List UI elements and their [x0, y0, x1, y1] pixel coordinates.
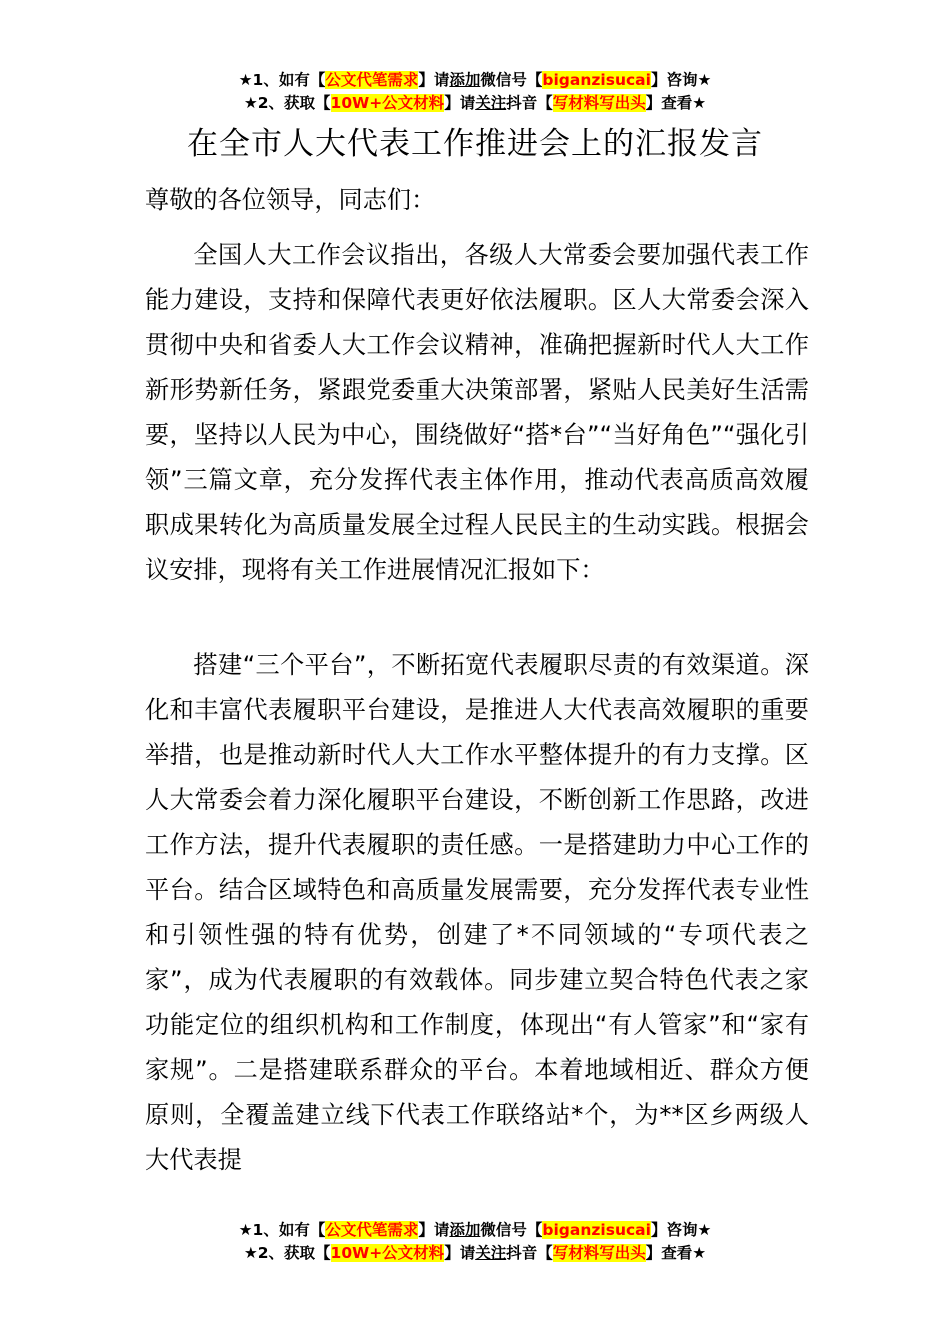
banner-highlight: biganzisucai — [542, 1221, 651, 1239]
banner-highlight: 公文代笔需求 — [325, 1221, 419, 1239]
banner-text: 抖音【 — [506, 1244, 553, 1262]
banner-underlined: 添加 — [449, 1221, 481, 1239]
header-banner — [0, 69, 950, 115]
banner-highlight: 公文代笔需求 — [325, 71, 419, 89]
banner-text: 抖音【 — [506, 94, 553, 112]
body-paragraph-2: 搭建“三个平台”，不断拓宽代表履职尽责的有效渠道。深化和丰富代表履职平台建设，是推进人大代表高效履职的重要举措，也是推动新时代人大工作水平整体提升的有力支撑。区人大常委会着力深化履职平台建设，不断创新工作思路，改进工作方法，提升代表履职的责任感。一是搭建助力中心工作的平台。结合区域特色和高质量发展需要，充分发挥代表专业性和引领性强的特有优势，创建了*不同领域的“专项代表之家”，成为代表履职的有效载体。同步建立契合特色代表之家功能定位的组织机构和工作制度，体现出“有人管家”和“家有家规”。二是搭建联系群众的平台。本着地域相近、群众方便原则，全覆盖建立线下代表工作联络站*个，为**区乡两级人大代表提 — [145, 651, 810, 1174]
banner-text: 微信号【 — [480, 1221, 543, 1239]
banner-highlight: 写材料写出头 — [552, 94, 646, 112]
body-paragraph-1: 全国人大工作会议指出，各级人大常委会要加强代表工作能力建设，支持和保障代表更好依法履职。区人大常委会深入贯彻中央和省委人大工作会议精神，准确把握新时代人大工作新形势新任务，紧跟党委重大决策部署，紧贴人民美好生活需要，坚持以人民为中心，围绕做好“搭*台”“当好角色”“强化引领”三篇文章，充分发挥代表主体作用，推动代表高质高效履职成果转化为高质量发展全过程人民民主的生动实践。根据会议安排，现将有关工作进展情况汇报如下： — [145, 241, 809, 584]
footer-banner — [0, 1219, 950, 1265]
banner-text: 】请 — [444, 94, 476, 112]
banner-line-2 — [0, 92, 950, 115]
banner-underlined: 关注 — [475, 1244, 507, 1262]
banner-text: 】请 — [444, 1244, 476, 1262]
banner-text: 】请 — [418, 71, 450, 89]
banner-highlight: 写材料写出头 — [552, 1244, 646, 1262]
banner-underlined: 关注 — [475, 94, 507, 112]
banner-text: ★1、如有【 — [238, 1221, 326, 1239]
greeting: 尊敬的各位领导，同志们： — [145, 186, 436, 214]
banner-text: 】请 — [418, 1221, 450, 1239]
banner-highlight: 10W+公文材料 — [330, 94, 445, 112]
banner-line-1 — [0, 69, 950, 92]
banner-text: 】咨询★ — [650, 1221, 712, 1239]
banner-text: 】查看★ — [645, 1244, 707, 1262]
banner-text: 微信号【 — [480, 71, 543, 89]
banner-highlight: biganzisucai — [542, 71, 651, 89]
banner-text: 】咨询★ — [650, 71, 712, 89]
document-title: 在全市人大代表工作推进会上的汇报发言 — [187, 126, 763, 162]
banner-text: ★2、获取【 — [243, 94, 331, 112]
banner-underlined: 添加 — [449, 71, 481, 89]
banner-line-2 — [0, 1242, 950, 1265]
banner-highlight: 10W+公文材料 — [330, 1244, 445, 1262]
banner-line-1 — [0, 1219, 950, 1242]
banner-text: 】查看★ — [645, 94, 707, 112]
banner-text: ★1、如有【 — [238, 71, 326, 89]
banner-text: ★2、获取【 — [243, 1244, 331, 1262]
